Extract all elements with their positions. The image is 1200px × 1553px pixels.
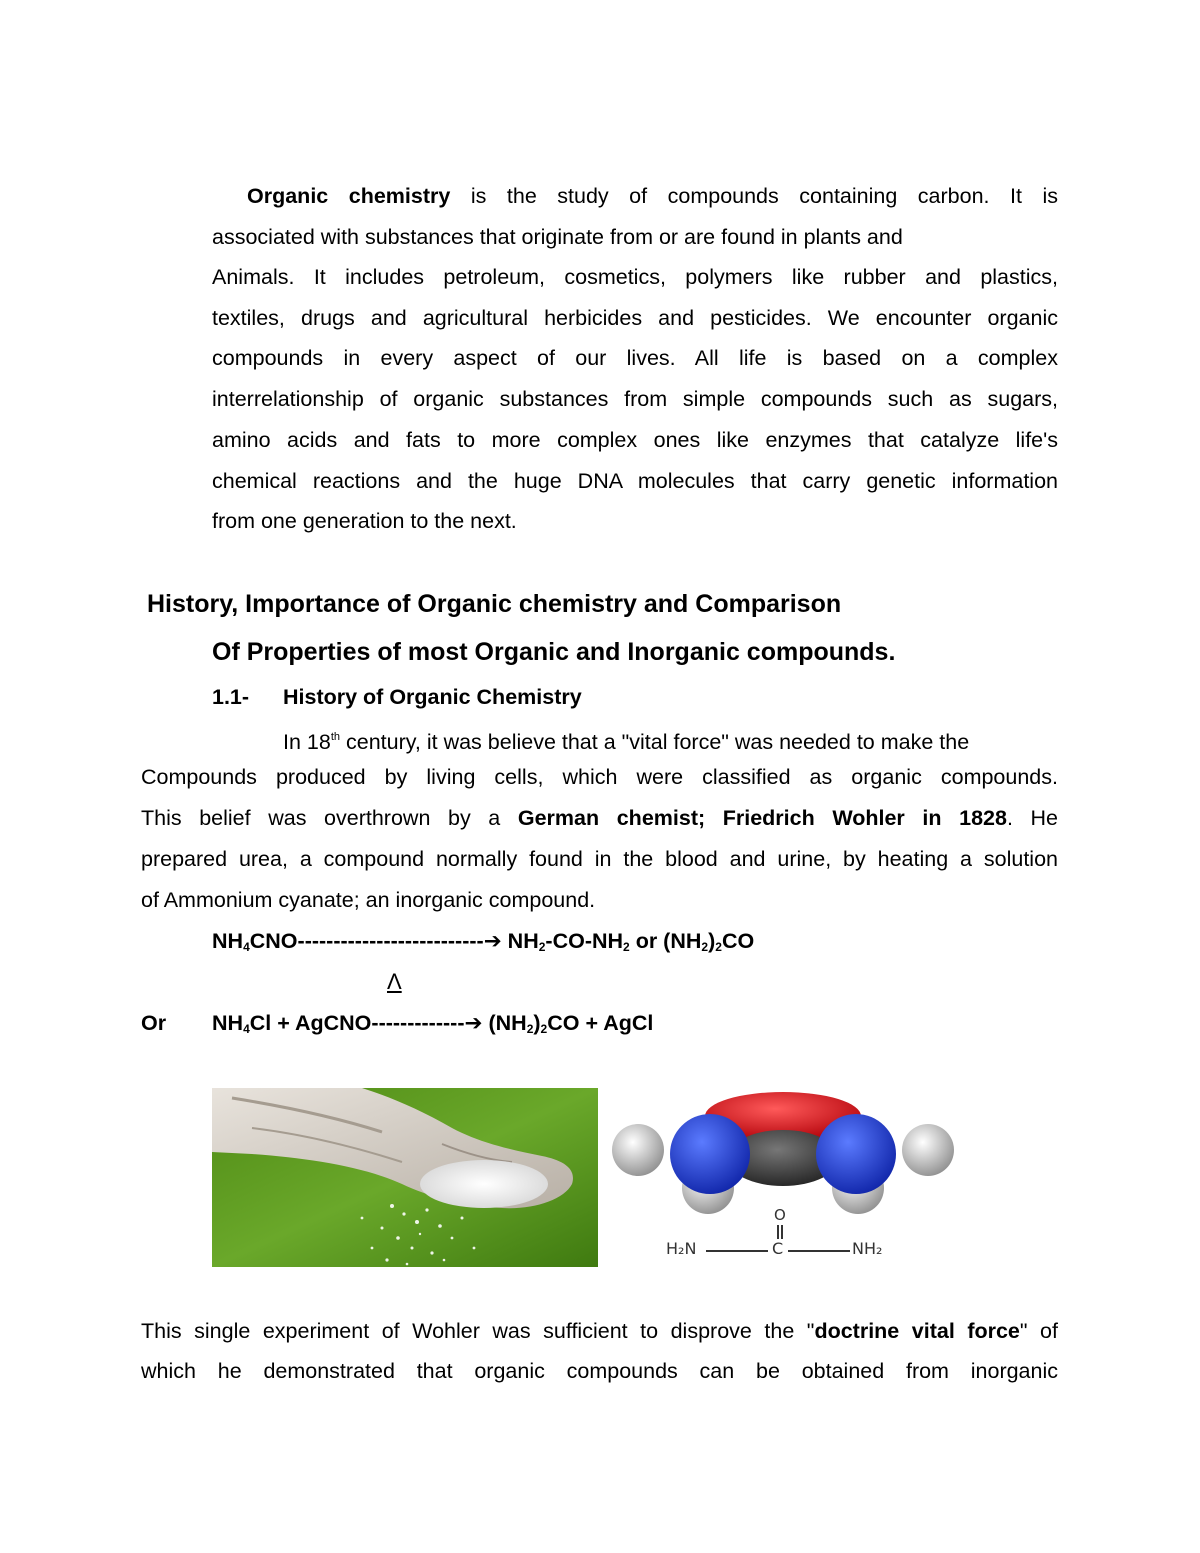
intro-line-8: chemical reactions and the huge DNA molecules that carry genetic information (212, 469, 1058, 493)
eq1-right-c: or (NH (629, 929, 702, 953)
eq1-right-a: NH (501, 929, 539, 953)
intro-line-4: textiles, drugs and agricultural herbicides and pesticides. We encounter organic (212, 306, 1058, 330)
formula-double-bond (777, 1225, 783, 1239)
conclusion-line-1-a: This single experiment of Wohler was sufficient to disprove the " (141, 1319, 815, 1343)
eq1-left-b: CNO (249, 929, 298, 953)
intro-line-1 (212, 182, 1058, 210)
organic-chemistry-term: Organic chemistry (247, 184, 451, 208)
history-line-4: prepared urea, a compound normally found in the blood and urine, by heating a solution (141, 847, 1058, 871)
history-line-3-a: This belief was overthrown by a (141, 806, 518, 830)
history-line-1-sup: th (330, 731, 341, 743)
main-heading-line-1: History, Importance of Organic chemistry and Comparison (147, 590, 842, 618)
urea-structural-formula (666, 1208, 896, 1264)
formula-right-bond (788, 1250, 850, 1252)
history-line-3 (141, 804, 1058, 832)
intro-line-2: associated with substances that originate from or are found in plants and (212, 225, 903, 249)
formula-right-amine: NH₂ (852, 1239, 883, 1258)
eq1-right-e: CO (721, 929, 755, 953)
eq2-right-c: CO + AgCl (547, 1011, 654, 1035)
section-title: History of Organic Chemistry (283, 685, 582, 709)
intro-line-3: Animals. It includes petroleum, cosmetics, polymers like rubber and plastics, (212, 265, 1058, 289)
eq2-left-b: Cl + AgCNO (249, 1011, 372, 1035)
intro-line-6: interrelationship of organic substances from simple compounds such as sugars, (212, 387, 1058, 411)
history-line-3-b: . He (1006, 806, 1058, 830)
intro-line-7: amino acids and fats to more complex ones like enzymes that catalyze life's (212, 428, 1058, 452)
urea-space-filling-model-icon (598, 1088, 968, 1218)
eq1-dashes: -------------------------- (297, 929, 484, 953)
eq2-right-a: (NH (482, 1011, 527, 1035)
eq1-right-sub4: 2 (715, 940, 722, 954)
formula-left-amine: H₂N (666, 1239, 697, 1258)
eq2-arrow-icon: ➔ (464, 1011, 483, 1035)
or-label: Or (141, 1011, 167, 1035)
eq1-left-sub: 4 (243, 940, 250, 954)
doctrine-highlight: doctrine vital force (814, 1319, 1020, 1343)
eq2-right-sub2: 2 (540, 1022, 548, 1036)
eq1-left-a: NH (212, 929, 244, 953)
intro-line-1-text: is the study of compounds containing carbon. It is (450, 184, 1059, 208)
history-line-2: Compounds produced by living cells, which were classified as organic compounds. (141, 765, 1058, 789)
heat-delta-symbol: Λ (387, 969, 402, 994)
conclusion-line-2: which he demonstrated that organic compounds can be obtained from inorganic (141, 1359, 1058, 1383)
eq2-left-sub: 4 (243, 1022, 250, 1036)
equation-2 (212, 1009, 653, 1043)
eq2-dashes: ------------- (371, 1011, 465, 1035)
urea-molecule-figure (598, 1088, 968, 1267)
equation-1 (212, 927, 754, 961)
eq2-right-b: ) (533, 1011, 541, 1035)
eq1-right-sub1: 2 (538, 940, 546, 954)
eq1-arrow-icon: ➔ (483, 929, 502, 953)
main-heading-line-2: Of Properties of most Organic and Inorganic compounds. (212, 638, 896, 666)
conclusion-line-1-b: " of (1019, 1319, 1058, 1343)
history-line-5: of Ammonium cyanate; an inorganic compound. (141, 888, 596, 912)
conclusion-line-1 (141, 1317, 1058, 1345)
intro-line-5: compounds in every aspect of our lives. All life is based on a complex (212, 346, 1058, 370)
eq1-right-sub3: 2 (701, 940, 709, 954)
eq1-right-sub2: 2 (623, 940, 630, 954)
history-line-1-b: century, it was believe that a "vital force" was needed to make the (340, 730, 970, 754)
history-line-1-a: In 18 (283, 730, 331, 754)
formula-oxygen-label: O (774, 1206, 786, 1224)
eq2-left-a: NH (212, 1011, 244, 1035)
intro-line-9: from one generation to the next. (212, 509, 517, 533)
urea-fertilizer-photo (212, 1088, 598, 1267)
wohler-highlight: German chemist; Friedrich Wohler in 1828 (517, 806, 1007, 830)
eq1-right-d: ) (708, 929, 716, 953)
formula-left-bond (706, 1250, 768, 1252)
section-number: 1.1- (212, 685, 250, 709)
eq1-right-b: -CO-NH (545, 929, 624, 953)
eq2-right-sub1: 2 (526, 1022, 534, 1036)
history-line-1 (283, 723, 969, 756)
hand-sprinkling-urea-granules-icon (212, 1088, 598, 1267)
formula-carbon-label: C (772, 1239, 784, 1258)
